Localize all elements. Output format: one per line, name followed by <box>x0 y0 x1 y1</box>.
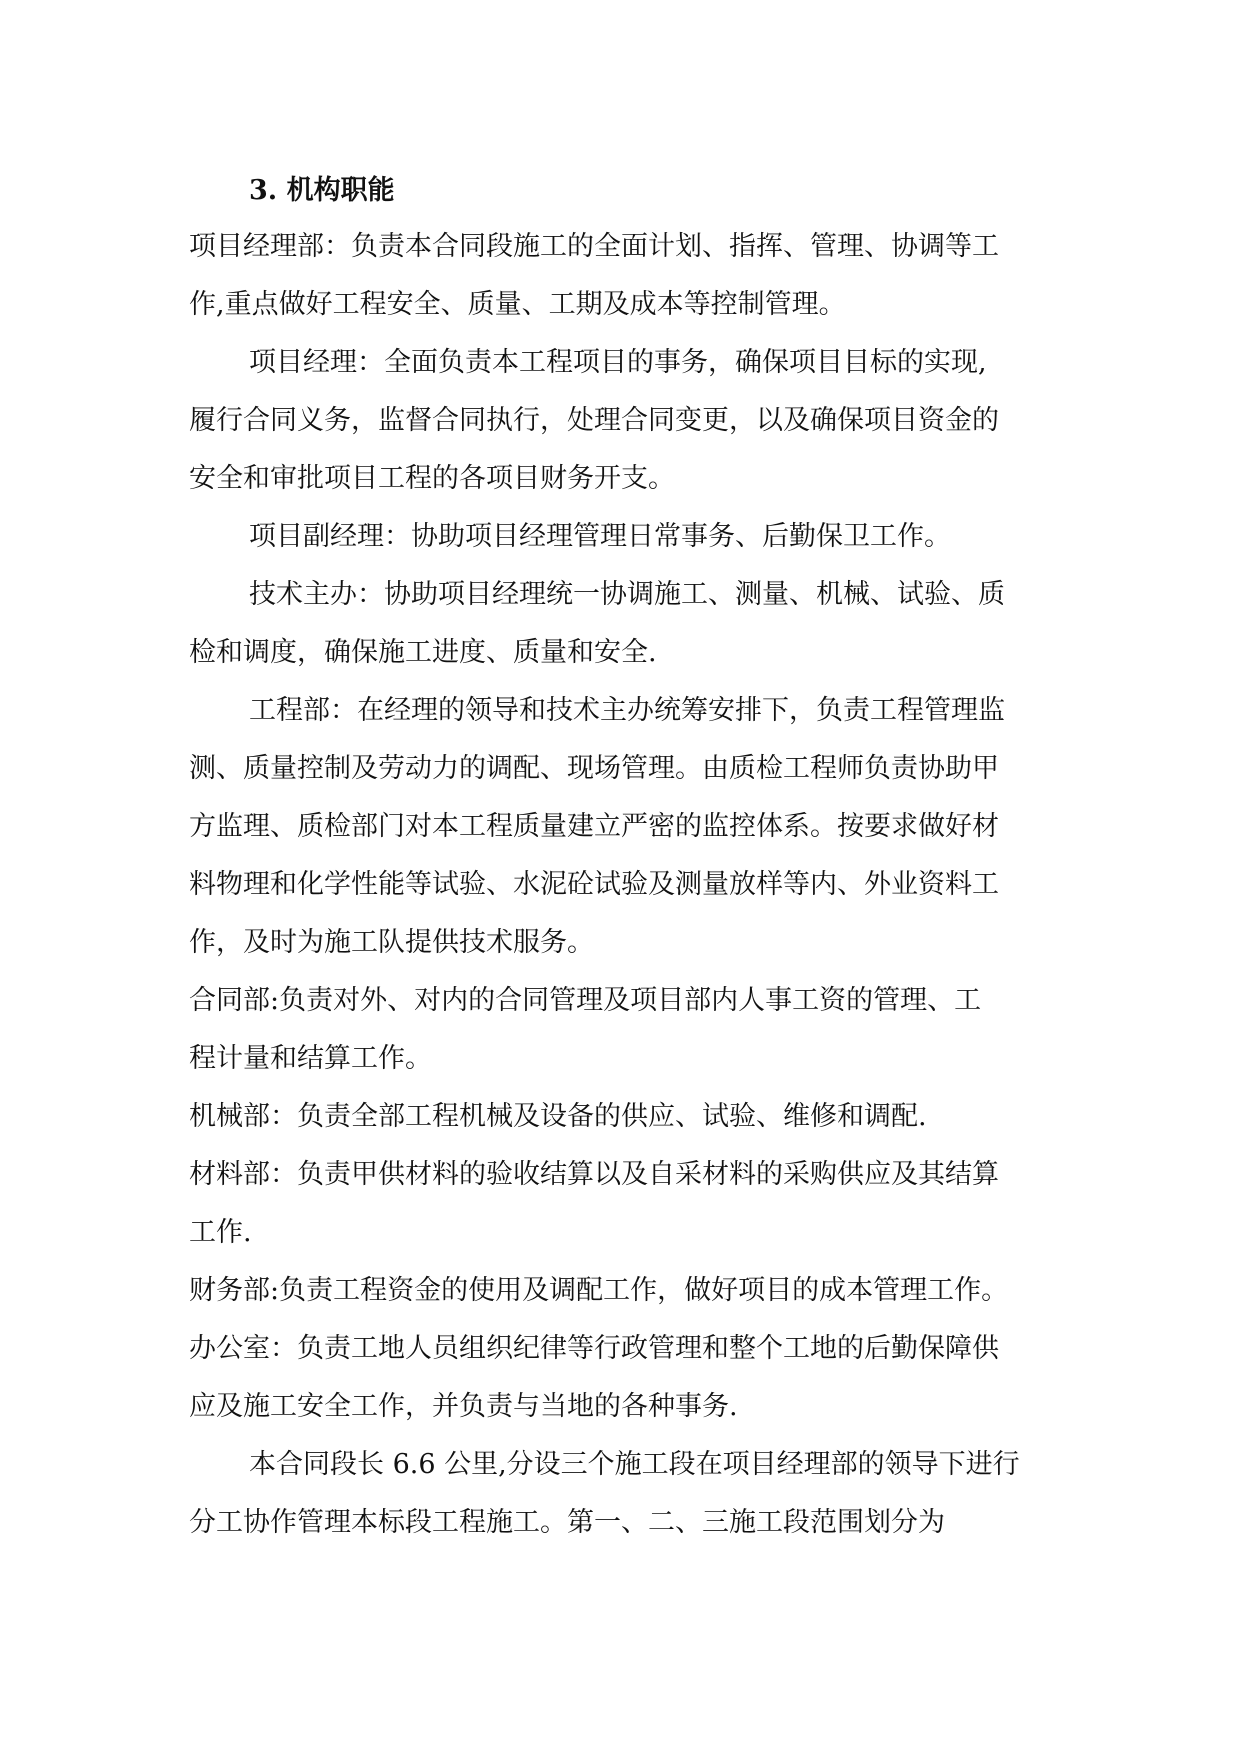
paragraph-line: 项目副经理：协助项目经理管理日常事务、后勤保卫工作。 <box>249 521 951 552</box>
paragraph-line: 检和调度，确保施工进度、质量和安全. <box>189 637 657 668</box>
paragraph-line: 料物理和化学性能等试验、水泥砼试验及测量放样等内、外业资料工 <box>189 869 999 900</box>
section-heading: 3. 机构职能 <box>249 175 395 206</box>
paragraph-line: 分工协作管理本标段工程施工。第一、二、三施工段范围划分为 <box>189 1507 945 1538</box>
paragraph-line: 财务部:负责工程资金的使用及调配工作，做好项目的成本管理工作。 <box>189 1275 1009 1306</box>
paragraph-line: 测、质量控制及劳动力的调配、现场管理。由质检工程师负责协助甲 <box>189 753 999 784</box>
paragraph-line: 工程部：在经理的领导和技术主办统筹安排下，负责工程管理监 <box>249 695 1005 726</box>
paragraph-line: 本合同段长 6.6 公里,分设三个施工段在项目经理部的领导下进行 <box>249 1449 1020 1480</box>
paragraph-line: 办公室：负责工地人员组织纪律等行政管理和整个工地的后勤保障供 <box>189 1333 999 1364</box>
paragraph-line: 合同部:负责对外、对内的合同管理及项目部内人事工资的管理、工 <box>189 985 982 1016</box>
paragraph-line: 作，及时为施工队提供技术服务。 <box>189 927 594 958</box>
paragraph-line: 程计量和结算工作。 <box>189 1043 432 1074</box>
paragraph-line: 应及施工安全工作，并负责与当地的各种事务. <box>189 1391 738 1422</box>
paragraph-line: 技术主办：协助项目经理统一协调施工、测量、机械、试验、质 <box>249 579 1005 610</box>
paragraph-line: 履行合同义务，监督合同执行，处理合同变更，以及确保项目资金的 <box>189 405 999 436</box>
paragraph-line: 方监理、质检部门对本工程质量建立严密的监控体系。按要求做好材 <box>189 811 999 842</box>
paragraph-line: 材料部：负责甲供材料的验收结算以及自采材料的采购供应及其结算 <box>189 1159 999 1190</box>
paragraph-line: 安全和审批项目工程的各项目财务开支。 <box>189 463 675 494</box>
paragraph-line: 项目经理：全面负责本工程项目的事务，确保项目目标的实现, <box>249 347 987 378</box>
paragraph-line: 工作. <box>189 1217 252 1248</box>
paragraph-line: 作,重点做好工程安全、质量、工期及成本等控制管理。 <box>189 289 846 320</box>
paragraph-line: 项目经理部：负责本合同段施工的全面计划、指挥、管理、协调等工 <box>189 231 999 262</box>
paragraph-line: 机械部：负责全部工程机械及设备的供应、试验、维修和调配. <box>189 1101 927 1132</box>
